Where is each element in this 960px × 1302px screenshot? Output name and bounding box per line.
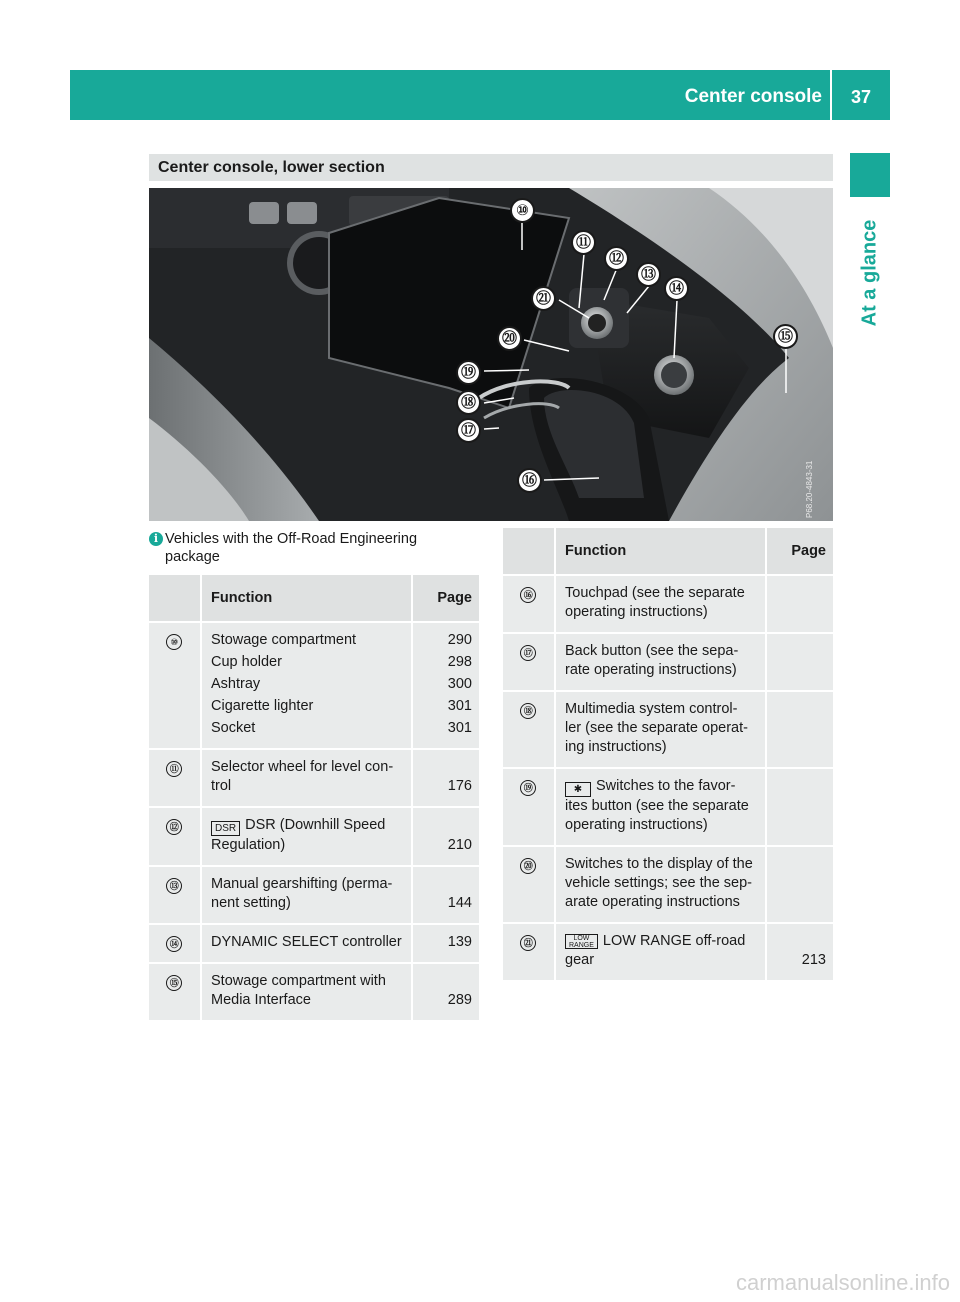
function-text: LOW RANGE off-road gear	[565, 933, 746, 968]
header-section-title: Center console	[684, 86, 822, 107]
item-number-cell	[149, 750, 200, 806]
header-band	[70, 70, 890, 120]
page-ref: 176	[447, 778, 472, 794]
function-text: Back button (see the sepa- rate operating instructions)	[565, 643, 739, 678]
function-cell	[200, 750, 411, 806]
console-photo	[149, 188, 833, 521]
item-number-cell	[503, 576, 554, 632]
page-ref: 144	[447, 895, 472, 911]
callout-12: ⑫	[604, 246, 629, 271]
table-row	[149, 748, 479, 806]
dsr-icon: DSR	[211, 821, 240, 836]
function-text: Stowage compartment	[211, 632, 357, 648]
item-number-cell	[503, 769, 554, 845]
function-cell	[554, 769, 765, 845]
header-page: Page	[411, 575, 479, 621]
header-function: Function	[554, 528, 765, 574]
page-cell	[765, 692, 833, 767]
page-number: 37	[850, 87, 872, 107]
symbol-top-text: LOW	[573, 935, 590, 942]
item-number: ⑳	[520, 858, 536, 874]
header-num-cell	[503, 528, 554, 574]
function-text: Switches to the display of the vehicle settings; see the sep- arate operating instructions	[565, 856, 753, 910]
table-row	[503, 690, 833, 767]
page-ref: 301	[447, 720, 472, 736]
function-text: Selector wheel for level con- trol	[211, 759, 394, 794]
section-heading: Center console, lower section	[149, 154, 833, 181]
callout-11: ⑪	[571, 230, 596, 255]
item-number: ⑫	[166, 819, 182, 835]
page-ref: 213	[801, 952, 826, 968]
function-cell	[554, 576, 765, 632]
page-cell	[765, 576, 833, 632]
callout-21: ㉑	[531, 286, 556, 311]
page-cell	[765, 924, 833, 980]
item-number-cell	[149, 964, 200, 1020]
table-row	[149, 923, 479, 962]
page-cell	[765, 634, 833, 690]
callout-10: ⑩	[510, 198, 535, 223]
table-row	[503, 632, 833, 690]
item-number-cell	[149, 867, 200, 923]
table-row	[149, 621, 479, 748]
page-cell	[411, 623, 479, 748]
function-text: Multimedia system control- ler (see the separate operat- ing instructions)	[565, 701, 748, 755]
function-text: Cup holder	[211, 654, 282, 670]
item-number-cell	[503, 692, 554, 767]
function-cell	[554, 692, 765, 767]
item-number: ⑯	[520, 587, 536, 603]
table-header-row	[503, 528, 833, 574]
table-row	[149, 806, 479, 865]
side-tab-label: At a glance	[858, 219, 881, 326]
page-cell	[765, 847, 833, 922]
header-function: Function	[200, 575, 411, 621]
page-ref: 301	[447, 698, 472, 714]
table-row	[149, 865, 479, 923]
item-number: ⑬	[166, 878, 182, 894]
item-number: ⑩	[166, 634, 182, 650]
symbol-bottom-text: RANGE	[569, 942, 594, 949]
callout-20: ⑳	[497, 326, 522, 351]
callout-17: ⑰	[456, 418, 481, 443]
page-ref: 289	[447, 992, 472, 1008]
item-number: ⑪	[166, 761, 182, 777]
page-cell	[411, 867, 479, 923]
function-text: Stowage compartment with Media Interface	[211, 973, 386, 1008]
function-text: Cigarette lighter	[211, 698, 314, 714]
table-row	[503, 574, 833, 632]
low-range-icon	[565, 934, 598, 949]
footer-watermark: carmanualsonline.info	[735, 1270, 950, 1295]
header-num-cell	[149, 575, 200, 621]
page-ref: 300	[447, 676, 472, 692]
page-cell	[411, 925, 479, 962]
function-text: Socket	[211, 720, 256, 736]
function-cell	[554, 634, 765, 690]
page-ref: 298	[447, 654, 472, 670]
function-text: DYNAMIC SELECT controller	[211, 934, 402, 950]
page-cell	[411, 808, 479, 865]
callout-15: ⑮	[773, 324, 798, 349]
item-number-cell	[503, 924, 554, 980]
header-page: Page	[765, 528, 833, 574]
function-text: DSR (Downhill Speed Regulation)	[211, 817, 386, 853]
callout-13: ⑬	[636, 262, 661, 287]
item-number-cell	[503, 847, 554, 922]
image-code: P68.20-4843-31	[805, 460, 814, 518]
callout-16: ⑯	[517, 468, 542, 493]
function-text: Touchpad (see the separate operating instructions)	[565, 585, 745, 620]
callout-19: ⑲	[456, 360, 481, 385]
page-cell	[765, 769, 833, 845]
page-ref: 139	[447, 934, 472, 950]
function-text: Switches to the favor- ites button (see the separate operating instructions)	[565, 778, 749, 833]
table-header-row	[149, 575, 479, 621]
callout-18: ⑱	[456, 390, 481, 415]
item-number-cell	[149, 925, 200, 962]
item-number: ⑲	[520, 780, 536, 796]
page-ref: 210	[447, 837, 472, 853]
item-number-cell	[503, 634, 554, 690]
function-cell	[200, 964, 411, 1020]
function-table-right	[503, 528, 833, 980]
page-ref: 290	[447, 632, 472, 648]
info-note	[149, 530, 469, 566]
info-note-text: Vehicles with the Off-Road Engineering package	[165, 531, 418, 565]
function-cell	[200, 925, 411, 962]
item-number-cell	[149, 623, 200, 748]
function-cell	[554, 847, 765, 922]
function-text: Manual gearshifting (perma- nent setting)	[211, 876, 393, 911]
item-number: ⑱	[520, 703, 536, 719]
function-text: Ashtray	[211, 676, 261, 692]
callout-14: ⑭	[664, 276, 689, 301]
item-number: ⑮	[166, 975, 182, 991]
page-cell	[411, 964, 479, 1020]
function-cell	[200, 623, 411, 748]
side-tab	[850, 205, 890, 340]
page-cell	[411, 750, 479, 806]
side-tab-marker	[850, 153, 890, 197]
function-cell	[200, 808, 411, 865]
info-icon: i	[149, 532, 163, 546]
function-table-left	[149, 575, 479, 1020]
table-row	[503, 922, 833, 980]
function-cell	[554, 924, 765, 980]
item-number: ㉑	[520, 935, 536, 951]
item-number: ⑭	[166, 936, 182, 952]
item-number-cell	[149, 808, 200, 865]
function-cell	[200, 867, 411, 923]
item-number: ⑰	[520, 645, 536, 661]
table-row	[503, 845, 833, 922]
favorites-icon: ✱	[565, 782, 591, 797]
table-row	[503, 767, 833, 845]
table-row	[149, 962, 479, 1020]
